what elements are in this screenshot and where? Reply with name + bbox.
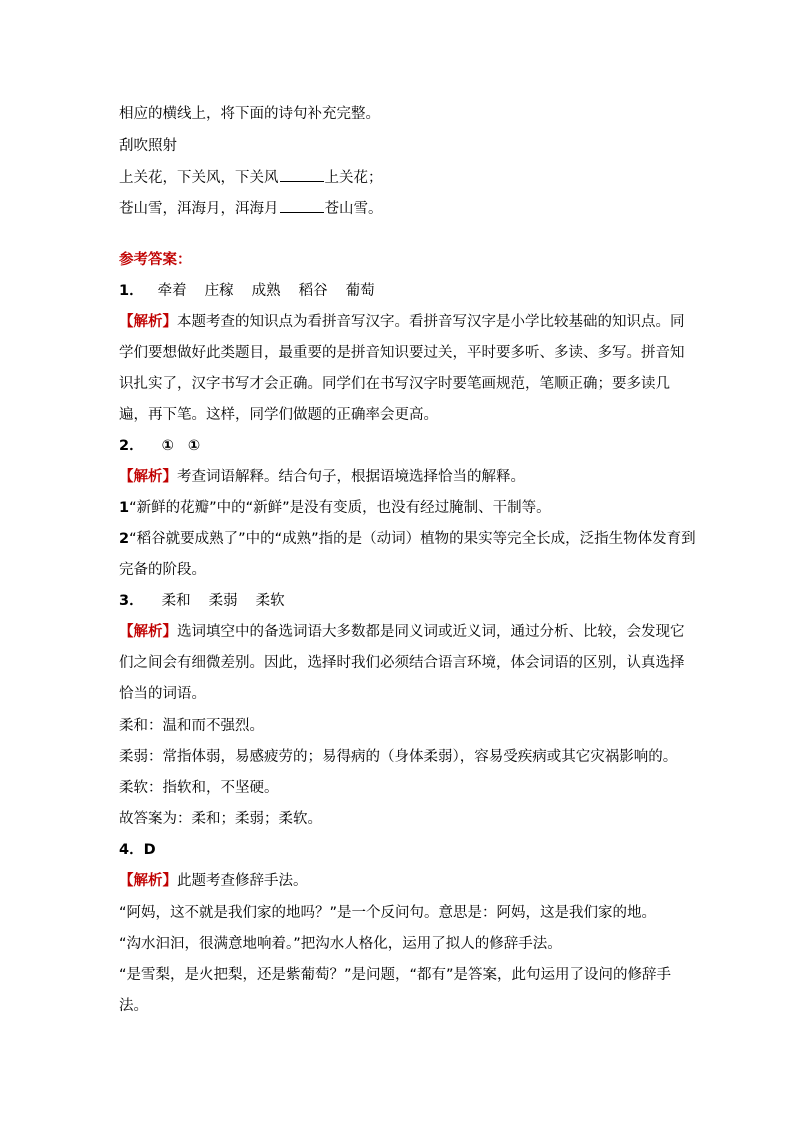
q1-item: 稻谷 [298, 283, 328, 299]
q2-item-2-number: 2 [119, 531, 130, 547]
q3-definition: 柔弱：常指体弱，易感疲劳的；易得病的（身体柔弱），容易受疾病或其它灾祸影响的。 [119, 749, 678, 765]
q3-number: 3． [119, 593, 144, 609]
q1-item: 成熟 [251, 283, 281, 299]
q3-definition: 柔软：指软和，不坚硬。 [119, 780, 279, 796]
q4-sentence-cont: 法。 [119, 998, 148, 1014]
q4-analysis-line [119, 871, 679, 891]
poem-line-2-start: 苍山雪，洱海月，洱海月 [119, 201, 279, 217]
q3-analysis-line [119, 622, 685, 642]
q2-item-2-cont: 完备的阶段。 [119, 562, 206, 578]
q1-number: 1． [119, 283, 144, 299]
word-options: 刮吹照射 [119, 138, 177, 154]
poem-line-2 [119, 198, 679, 219]
q2-item-1-number: 1 [119, 500, 130, 516]
analysis-text: 考查词语解释。结合句子，根据语境选择恰当的解释。 [177, 469, 525, 485]
q3-conclusion: 故答案为：柔和；柔弱；柔软。 [119, 811, 322, 827]
q1-answer [119, 281, 679, 301]
poem-line-1 [119, 167, 679, 188]
poem-line-2-end: 苍山雪。 [324, 201, 383, 217]
q4-sentence: “沟水汩汩，很满意地响着。”把沟水人格化，运用了拟人的修辞手法。 [119, 936, 562, 952]
q3-item: 柔弱 [208, 593, 238, 609]
q1-analysis-line [119, 312, 685, 332]
q2-answer [119, 436, 679, 456]
q1-analysis-line: 遍，再下笔。这样，同学们做题的正确率会更高。 [119, 407, 438, 423]
analysis-tag: 【解析】 [119, 469, 177, 485]
q3-analysis-line: 恰当的词语。 [119, 686, 206, 702]
analysis-tag: 【解析】 [119, 624, 177, 640]
q2-item: ① [187, 438, 201, 454]
q2-number: 2． [119, 438, 144, 454]
q2-item-1-text: “新鲜的花瓣”中的“新鲜”是没有变质，也没有经过腌制、干制等。 [129, 500, 551, 516]
analysis-tag: 【解析】 [119, 873, 177, 889]
q1-analysis-line: 学们要想做好此类题目，最重要的是拼音知识要过关，平时要多听、多读、多写。拼音知 [119, 345, 685, 361]
analysis-text: 本题考查的知识点为看拼音写汉字。看拼音写汉字是小学比较基础的知识点。同 [177, 314, 685, 330]
q4-answer: 4．D [119, 842, 156, 858]
intro-text: 相应的横线上，将下面的诗句补充完整。 [119, 106, 380, 122]
analysis-tag: 【解析】 [119, 314, 177, 330]
analysis-text: 选词填空中的备选词语大多数都是同义词或近义词，通过分析、比较，会发现它 [177, 624, 685, 640]
q4-sentence: “是雪梨，是火把梨，还是紫葡萄？”是问题，“都有”是答案，此句运用了设问的修辞手 [119, 967, 672, 983]
q2-item-2 [119, 529, 696, 549]
poem-line-1-end: 上关花； [324, 170, 383, 186]
analysis-text: 此题考查修辞手法。 [177, 873, 308, 889]
q1-analysis-line: 识扎实了，汉字书写才会正确。同学们在书写汉字时要笔画规范，笔顺正确；要多读几 [119, 376, 670, 392]
q1-item: 牵着 [157, 283, 187, 299]
q1-item: 葡萄 [345, 283, 375, 299]
q4-sentence: “阿妈，这不就是我们家的地吗？”是一个反问句。意思是：阿妈，这是我们家的地。 [119, 905, 657, 921]
q2-item: ① [161, 438, 174, 454]
q3-item: 柔软 [255, 593, 285, 609]
q3-analysis-line: 们之间会有细微差别。因此，选择时我们必须结合语言环境，体会词语的区别，认真选择 [119, 655, 685, 671]
q1-item: 庄稼 [204, 283, 234, 299]
fill-blank-1 [280, 167, 324, 182]
q2-analysis-line [119, 467, 679, 487]
poem-line-1-start: 上关花，下关风，下关风 [119, 170, 279, 186]
q3-answer [119, 591, 679, 611]
q3-definition: 柔和：温和而不强烈。 [119, 718, 264, 734]
q2-item-1 [119, 498, 679, 518]
q3-item: 柔和 [161, 593, 191, 609]
fill-blank-2 [280, 198, 324, 213]
answers-heading: 参考答案： [119, 252, 192, 268]
q2-item-2-text: “稻谷就要成熟了”中的“成熟”指的是（动词）植物的果实等完全长成，泛指生物体发育到 [129, 531, 696, 547]
